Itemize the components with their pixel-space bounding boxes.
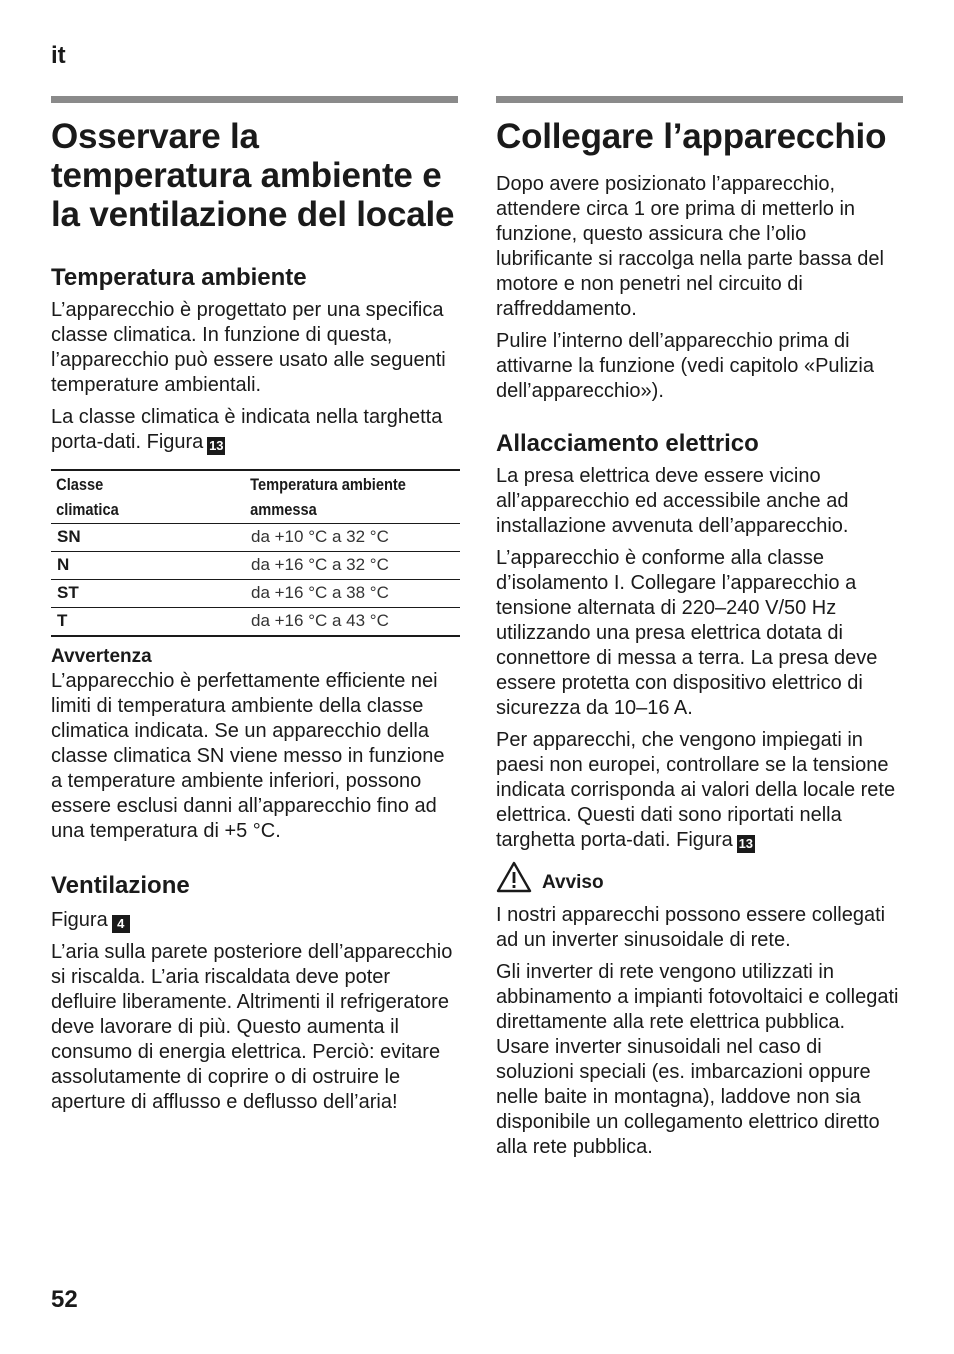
figure-number-badge: 4 <box>112 915 130 933</box>
subsection-heading-electrical: Allacciamento elettrico <box>496 430 759 457</box>
temperature-range-cell: da +16 °C a 32 °C <box>251 555 389 574</box>
paragraph-text: Per apparecchi, che vengono impiegati in paesi non europei, controllare se la tensione indicata corrisponda ai valori della locale rete elettrica. Questi dati sono riportati nella targhetta porta-dati. Figura <box>496 729 896 851</box>
climate-class-table <box>51 469 460 637</box>
temperature-range-cell: da +16 °C a 38 °C <box>251 583 389 602</box>
header-temperature <box>245 470 430 524</box>
note-text: L’apparecchio è perfettamente efficiente nei limiti di temperatura ambiente della classe climatica indicata. Se un apparecchio della classe climatica SN viene messo in funzione a temperature ambiente inferiori, possono essere esclusi danni all’apparecchio fino ad una temperatura di +5 °C. <box>51 669 445 842</box>
climate-class-cell: T <box>57 611 68 630</box>
table-row <box>51 608 460 636</box>
paragraph: Pulire l’interno dell’apparecchio prima di attivarne la funzione (vedi capitolo «Pulizia dell’apparecchio»). <box>496 330 874 402</box>
climate-class-cell: N <box>57 555 70 574</box>
paragraph: Gli inverter di rete vengono utilizzati in abbinamento a impianti fotovoltaici e collegati direttamente alla rete elettrica pubblica. Usare inverter sinusoidali nel caso di soluzioni speciali (es. imbarcazioni oppure nelle baite in montagna), laddove non sia disponibile un collegamento elettrico diretto alla rete pubblica. <box>496 961 899 1158</box>
section-divider <box>496 96 903 103</box>
section-title: Osservare la temperatura ambiente e la ventilazione del locale <box>51 117 455 234</box>
subsection-heading-ventilation: Ventilazione <box>51 871 190 899</box>
paragraph-text: La classe climatica è indicata nella targhetta porta-dati. Figura <box>51 406 443 453</box>
paragraph: L’aria sulla parete posteriore dell’apparecchio si riscalda. L’aria riscaldata deve poter defluire liberamente. Altrimenti il refrigeratore deve lavorare di più. Questo aumenta il consumo di energia elettrica. Perciò: evitare assolutamente di coprire o di ostruire le aperture di afflusso e deflusso dell’aria! <box>51 940 453 1113</box>
warning-triangle-icon <box>496 861 532 893</box>
figure-number-badge: 13 <box>209 438 224 453</box>
section-title: Collegare l’apparecchio <box>496 117 887 156</box>
header-class <box>51 470 218 524</box>
paragraph: L’apparecchio è progettato per una specifica classe climatica. In funzione di questa, l’apparecchio può essere usato alle seguenti temperature ambientali. <box>51 299 446 396</box>
warning-header <box>496 861 903 893</box>
header-class-line2: climatica <box>56 500 119 519</box>
figure-number-badge: 13 <box>738 836 754 851</box>
warning-label: Avviso <box>542 872 604 893</box>
paragraph-figure-ref <box>51 908 458 933</box>
paragraph: L’apparecchio è conforme alla classe d’isolamento I. Collegare l’apparecchio a tensione alternata di 220–240 V/50 Hz utilizzando una presa elettrica dotata di connettore di messa a terra. La presa deve essere protetta con dispositivo elettrico di sicurezza da 10–16 A. <box>496 547 878 719</box>
paragraph-figure-ref <box>51 405 458 455</box>
header-class-line1: Classe <box>56 475 104 494</box>
subsection-heading-temperature: Temperatura ambiente <box>51 264 307 291</box>
paragraph: I nostri apparecchi possono essere collegati ad un inverter sinusoidale di rete. <box>496 904 886 951</box>
temperature-range-cell: da +16 °C a 43 °C <box>251 611 389 630</box>
left-column <box>51 96 458 1122</box>
header-temperature-line1: Temperatura ambiente <box>250 475 406 494</box>
page-number: 52 <box>51 1286 78 1313</box>
climate-class-cell: SN <box>57 527 81 546</box>
section-divider <box>51 96 458 103</box>
paragraph: Dopo avere posizionato l’apparecchio, attendere circa 1 ore prima di metterlo in funzione, questo assicura che l’olio lubrificante si raccolga nella parte bassa del motore e non penetri nel circuito di raffreddamento. <box>496 173 884 320</box>
climate-class-cell: ST <box>57 583 79 602</box>
note-title: Avvertenza <box>51 645 152 667</box>
temperature-range-cell: da +10 °C a 32 °C <box>251 527 389 546</box>
table-row <box>51 580 460 608</box>
header-temperature-line2: ammessa <box>250 500 317 519</box>
right-column <box>496 96 903 1167</box>
paragraph-figure-ref <box>496 728 903 853</box>
language-code: it <box>51 42 66 69</box>
figure-label: Figura <box>51 908 108 931</box>
table-row <box>51 552 460 580</box>
paragraph: La presa elettrica deve essere vicino all’apparecchio ed accessibile anche ad installazione avvenuta dell’apparecchio. <box>496 465 849 537</box>
table-row <box>51 524 460 552</box>
table-header-row <box>51 470 460 524</box>
